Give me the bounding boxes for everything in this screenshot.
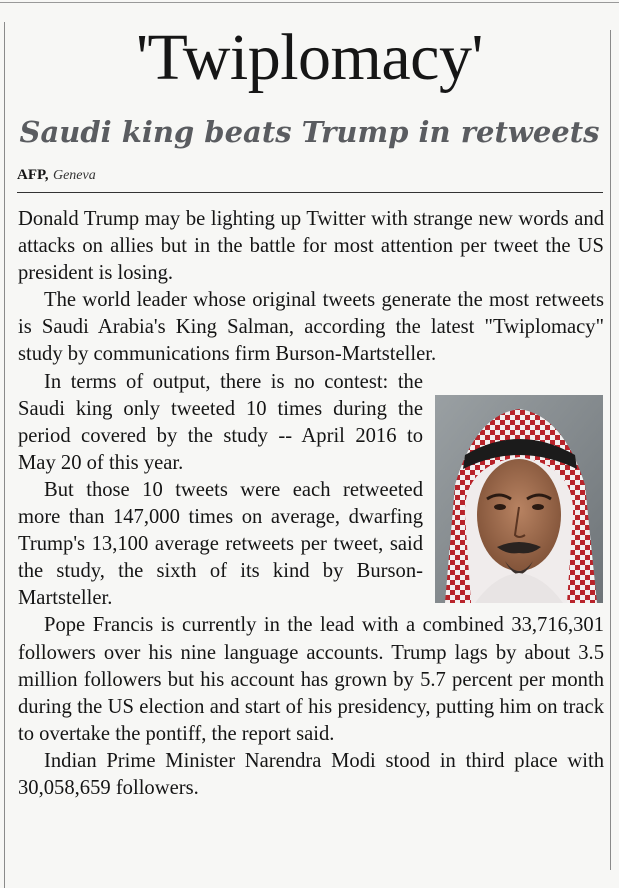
byline-divider — [17, 192, 603, 193]
paragraph-2: The world leader whose original tweets generate the most retweets is Saudi Arabia's King Salman, according the latest "Twiplomacy" study by communications firm Burson-Martsteller. — [18, 289, 604, 366]
paragraph-6: Indian Prime Minister Narendra Modi stood in third place with 30,058,659 followers. — [18, 749, 604, 799]
article-body — [18, 206, 604, 802]
top-border — [0, 2, 619, 3]
paragraph-4: But those 10 tweets were each retweeted more than 147,000 times on average, dwarfing Trump's 13,100 average retweets per tweet, said the study, the sixth of its kind by Burson-Martsteller. — [18, 478, 423, 610]
king-salman-photo — [435, 395, 603, 603]
headline: 'Twiplomacy' — [136, 21, 483, 94]
byline — [17, 165, 96, 186]
byline-location: Geneva — [52, 168, 96, 183]
subheadline: Saudi king beats Trump in retweets — [19, 115, 600, 149]
paragraph-1: Donald Trump may be lighting up Twitter with strange new words and attacks on allies but in the battle for most attention per tweet the US president is losing. — [18, 208, 604, 285]
paragraph-3: In terms of output, there is no contest: the Saudi king only tweeted 10 times during the period covered by the study -- April 2016 to May 20 of this year. — [18, 370, 423, 474]
right-column-rule — [610, 30, 611, 870]
byline-agency: AFP, — [17, 167, 49, 183]
paragraph-5: Pope Francis is currently in the lead with a combined 33,716,301 followers over his nine language accounts. Trump lags by about 3.5 million followers but his account has grown by 5.7 percent per month during the US election and start of his presidency, putting him on track to overtake the pontiff, the report said. — [18, 614, 604, 745]
portrait-image — [435, 395, 603, 603]
